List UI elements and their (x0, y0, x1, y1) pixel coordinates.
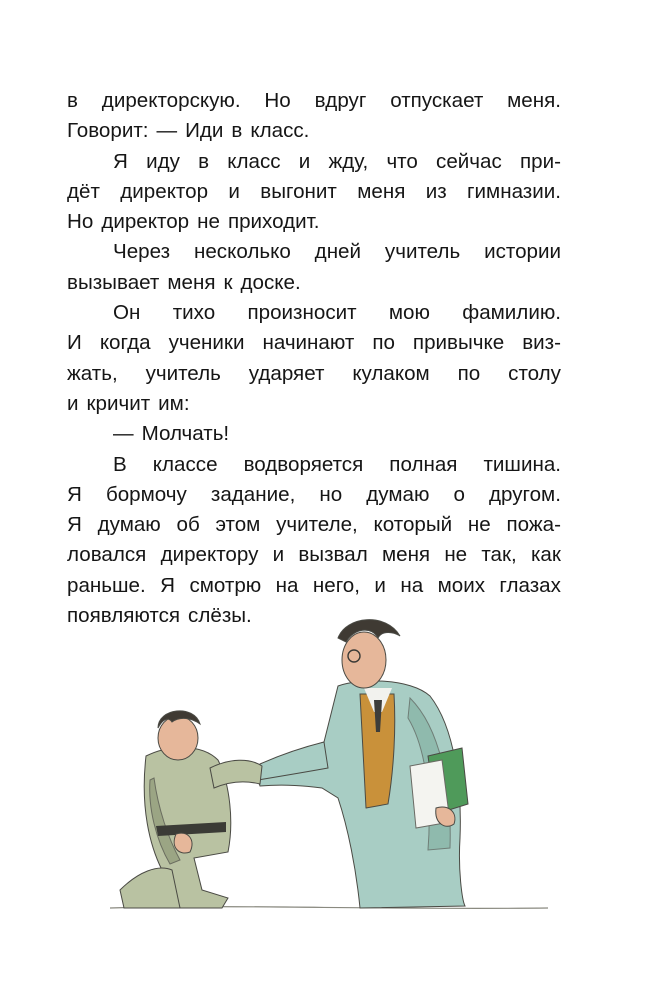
boy-leg (120, 868, 180, 908)
word: слёзы. (188, 604, 252, 628)
word: класс. (250, 119, 310, 143)
page-text (67, 86, 561, 631)
word: о (453, 482, 465, 506)
word: меня (167, 270, 216, 294)
word: дней (314, 240, 362, 264)
text-line (67, 268, 561, 298)
word: Но (264, 89, 291, 112)
word: гимназии. (467, 179, 561, 203)
word: директор (101, 210, 190, 234)
word: моих (437, 573, 485, 597)
word: Но (67, 210, 94, 234)
word: и (67, 391, 79, 415)
word: не (444, 543, 468, 567)
text-line (67, 359, 561, 389)
word: кулаком (352, 361, 430, 385)
word: при- (519, 149, 561, 173)
word: мою (388, 301, 430, 325)
word: доске. (240, 270, 301, 294)
word: ученики (168, 331, 245, 355)
word: им: (158, 391, 190, 415)
word: по (372, 331, 395, 355)
word: жать, (67, 361, 118, 385)
word: — (156, 119, 178, 143)
word: по (457, 361, 481, 385)
word: на (275, 573, 299, 597)
word: учитель (384, 240, 461, 264)
word: директору (160, 543, 259, 567)
text-line (67, 147, 561, 177)
text-line (67, 450, 561, 480)
teacher-figure (254, 620, 468, 908)
word: В (113, 452, 127, 476)
word: но (319, 482, 343, 506)
word: меня (381, 543, 431, 567)
word: Молчать! (141, 422, 230, 446)
word: и (298, 149, 311, 173)
boy-arm (210, 760, 262, 788)
word: истории (484, 240, 561, 264)
word: и (228, 179, 240, 203)
word: вызвал (298, 543, 368, 567)
word: думаю (366, 482, 430, 506)
word: как (530, 543, 561, 567)
word: привычке (412, 331, 505, 355)
word: смотрю (189, 573, 262, 597)
word: начинают (262, 331, 355, 355)
word: Я (67, 482, 82, 506)
word: него, (312, 573, 360, 597)
word: раньше. (67, 573, 146, 597)
text-line (67, 86, 561, 116)
word: когда (99, 331, 151, 355)
word: кричит (86, 391, 151, 415)
word: не (197, 210, 220, 234)
word: вдруг (314, 89, 367, 112)
word: тихо (172, 301, 216, 325)
word: в (231, 119, 243, 143)
word: Через (113, 240, 171, 264)
text-line (67, 207, 561, 237)
teacher-head (342, 632, 386, 688)
word: и (272, 543, 285, 567)
word: к (223, 270, 233, 294)
word: отпускает (390, 89, 484, 112)
illustration-art (110, 608, 550, 930)
word: виз- (522, 331, 561, 355)
word: учителе, (276, 513, 358, 537)
word: полная (389, 452, 458, 476)
word: учитель (145, 361, 221, 385)
text-line (67, 177, 561, 207)
text-line (67, 237, 561, 267)
word: и (374, 573, 386, 597)
boy-head (158, 716, 198, 760)
word: в (198, 149, 210, 173)
word: водворяется (243, 452, 364, 476)
word: столу (508, 361, 561, 385)
word: произносит (247, 301, 357, 325)
word: классе (152, 452, 218, 476)
illustration (110, 608, 550, 930)
word: — (113, 422, 134, 446)
word: фамилию. (462, 301, 561, 325)
text-line (67, 571, 561, 601)
word: на (400, 573, 424, 597)
word: что (386, 149, 418, 173)
word: этом (215, 513, 261, 537)
word: директор (120, 179, 209, 203)
word: появляются (67, 604, 181, 628)
word: Иди (185, 119, 224, 143)
word: Я (113, 149, 128, 173)
word: дёт (67, 179, 100, 203)
word: И (67, 331, 82, 355)
word: в (67, 89, 78, 112)
word: меня (357, 179, 406, 203)
word: тишина. (483, 452, 561, 476)
word: думаю (97, 513, 161, 537)
word: жду, (328, 149, 369, 173)
word: не (467, 513, 491, 537)
boy-figure (120, 711, 262, 908)
text-line (67, 540, 561, 570)
word: иду (146, 149, 180, 173)
boy-fist (174, 833, 192, 853)
text-line (67, 116, 561, 146)
word: бормочу (105, 482, 187, 506)
word: выгонит (260, 179, 337, 203)
word: Он (113, 301, 141, 325)
text-line (67, 298, 561, 328)
word: пожа- (506, 513, 561, 537)
word: который (373, 513, 453, 537)
word: ударяет (248, 361, 325, 385)
word: глазах (499, 573, 561, 597)
word: ловался (67, 543, 147, 567)
word: так, (481, 543, 517, 567)
word: об (176, 513, 200, 537)
word: другом. (489, 482, 561, 506)
word: класс (227, 149, 281, 173)
text-line (67, 328, 561, 358)
word: сейчас (436, 149, 502, 173)
word: Я (160, 573, 176, 597)
text-line (67, 480, 561, 510)
word: приходит. (227, 210, 320, 234)
word: Говорит: (67, 119, 149, 143)
word: меня. (507, 89, 561, 112)
word: задание, (210, 482, 296, 506)
text-line (67, 419, 561, 449)
word: из (425, 179, 447, 203)
word: Я (67, 513, 82, 537)
word: вызывает (67, 270, 160, 294)
text-line (67, 389, 561, 419)
word: директорскую. (101, 89, 241, 112)
word: несколько (193, 240, 291, 264)
text-line (67, 510, 561, 540)
